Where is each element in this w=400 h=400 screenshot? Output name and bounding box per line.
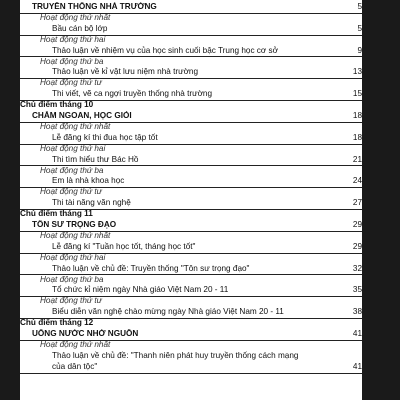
toc-entry-label: Biểu diễn văn nghệ chào mừng ngày Nhà giáo Việt Nam 20 - 11 xyxy=(52,307,284,317)
toc-act-label: Hoạt động thứ ba xyxy=(40,56,104,66)
toc-page-number: 41 xyxy=(352,361,362,371)
toc-act-label: Hoạt động thứ ba xyxy=(40,274,104,284)
toc-page-number: 5 xyxy=(357,2,362,11)
toc-page-number: 41 xyxy=(352,329,362,338)
toc-theme-label: CHĂM NGOAN, HỌC GIỎI xyxy=(32,111,132,120)
toc-theme-label: UỐNG NƯỚC NHỚ NGUỒN xyxy=(32,329,139,338)
toc-act-row xyxy=(20,187,362,198)
toc-act-label: Hoạt động thứ tư xyxy=(40,296,102,306)
toc-page-number: 29 xyxy=(352,220,362,229)
toc-sect-row xyxy=(20,209,362,220)
toc-entry-label: Thảo luận về chủ đề: "Thanh niên phát huy truyền thống cách mạng xyxy=(52,350,299,360)
toc-act-label: Hoạt động thứ tư xyxy=(40,187,102,197)
toc-act-row xyxy=(20,340,362,351)
toc-act-row xyxy=(20,122,362,133)
toc-act-row xyxy=(20,253,362,264)
toc-entry-label: Thảo luận về kỉ vật lưu niệm nhà trường xyxy=(52,67,199,77)
toc-act-label: Hoạt động thứ hai xyxy=(40,252,106,262)
toc-theme-label: TÔN SƯ TRỌNG ĐẠO xyxy=(32,220,117,229)
toc-act-label: Hoạt động thứ ba xyxy=(40,165,104,175)
toc-page-number: 15 xyxy=(352,89,362,99)
toc-act-label: Hoạt động thứ nhất xyxy=(40,339,111,349)
toc-page-number: 27 xyxy=(352,198,362,208)
toc-entry-label: của dân tộc" xyxy=(52,361,98,371)
toc-page-number: 38 xyxy=(352,307,362,317)
toc-act-row xyxy=(20,13,362,24)
toc-entry-label: Bầu cán bộ lớp xyxy=(52,23,108,33)
toc-theme-label: TRUYỀN THỐNG NHÀ TRƯỜNG xyxy=(32,2,157,11)
toc-entry-label: Thi viết, vẽ ca ngợi truyền thống nhà trường xyxy=(52,89,213,99)
toc-entry-row xyxy=(20,351,362,362)
toc-act-label: Hoạt động thứ nhất xyxy=(40,12,111,22)
toc-page xyxy=(20,0,362,400)
toc-entry-label: Em là nhà khoa học xyxy=(52,176,125,186)
toc-page-number: 9 xyxy=(357,45,362,55)
toc-act-row xyxy=(20,57,362,68)
toc-sect-label: Chủ điểm tháng 11 xyxy=(20,209,93,219)
toc-page-number: 18 xyxy=(352,132,362,142)
toc-entry-label: Tổ chức kỉ niệm ngày Nhà giáo Việt Nam 20 - 11 xyxy=(52,285,229,295)
toc-page-number: 13 xyxy=(352,67,362,77)
toc-page-number: 35 xyxy=(352,285,362,295)
toc-page-number: 18 xyxy=(352,111,362,120)
toc-sect-label: Chủ điểm tháng 12 xyxy=(20,318,94,328)
toc-act-label: Hoạt động thứ hai xyxy=(40,143,106,153)
toc-entry-label: Thảo luận về chủ đề: Truyền thống "Tôn sư trọng đạo" xyxy=(52,263,250,273)
toc-sect-row xyxy=(20,100,362,111)
toc-sect-row xyxy=(20,318,362,329)
toc-act-row xyxy=(20,144,362,155)
toc-entry-label: Thảo luận về nhiệm vụ của học sinh cuối bậc Trung học cơ sở xyxy=(52,45,279,55)
toc-entry-label: Thi tài năng văn nghệ xyxy=(52,198,131,208)
toc-sect-label: Chủ điểm tháng 10 xyxy=(20,100,94,110)
toc-act-label: Hoạt động thứ tư xyxy=(40,78,102,88)
toc-act-row xyxy=(20,35,362,46)
toc-page-number: 32 xyxy=(352,263,362,273)
toc-entry-row xyxy=(20,362,362,374)
toc-page-number: 24 xyxy=(352,176,362,186)
toc-act-row xyxy=(20,166,362,177)
toc-act-row xyxy=(20,231,362,242)
toc-act-row xyxy=(20,275,362,286)
toc-act-row xyxy=(20,296,362,307)
toc-entry-label: Lễ đăng kí thi đua học tập tốt xyxy=(52,132,158,142)
toc-act-row xyxy=(20,78,362,89)
toc-entry-label: Lễ đăng kí "Tuần học tốt, tháng học tốt" xyxy=(52,241,196,251)
toc-page-number: 29 xyxy=(352,241,362,251)
toc-page-number: 21 xyxy=(352,154,362,164)
toc-entry-label: Thi tìm hiểu thư Bác Hồ xyxy=(52,154,139,164)
toc-act-label: Hoạt động thứ nhất xyxy=(40,230,111,240)
toc-act-label: Hoạt động thứ hai xyxy=(40,34,106,44)
toc-act-label: Hoạt động thứ nhất xyxy=(40,121,111,131)
toc-page-number: 5 xyxy=(357,23,362,33)
